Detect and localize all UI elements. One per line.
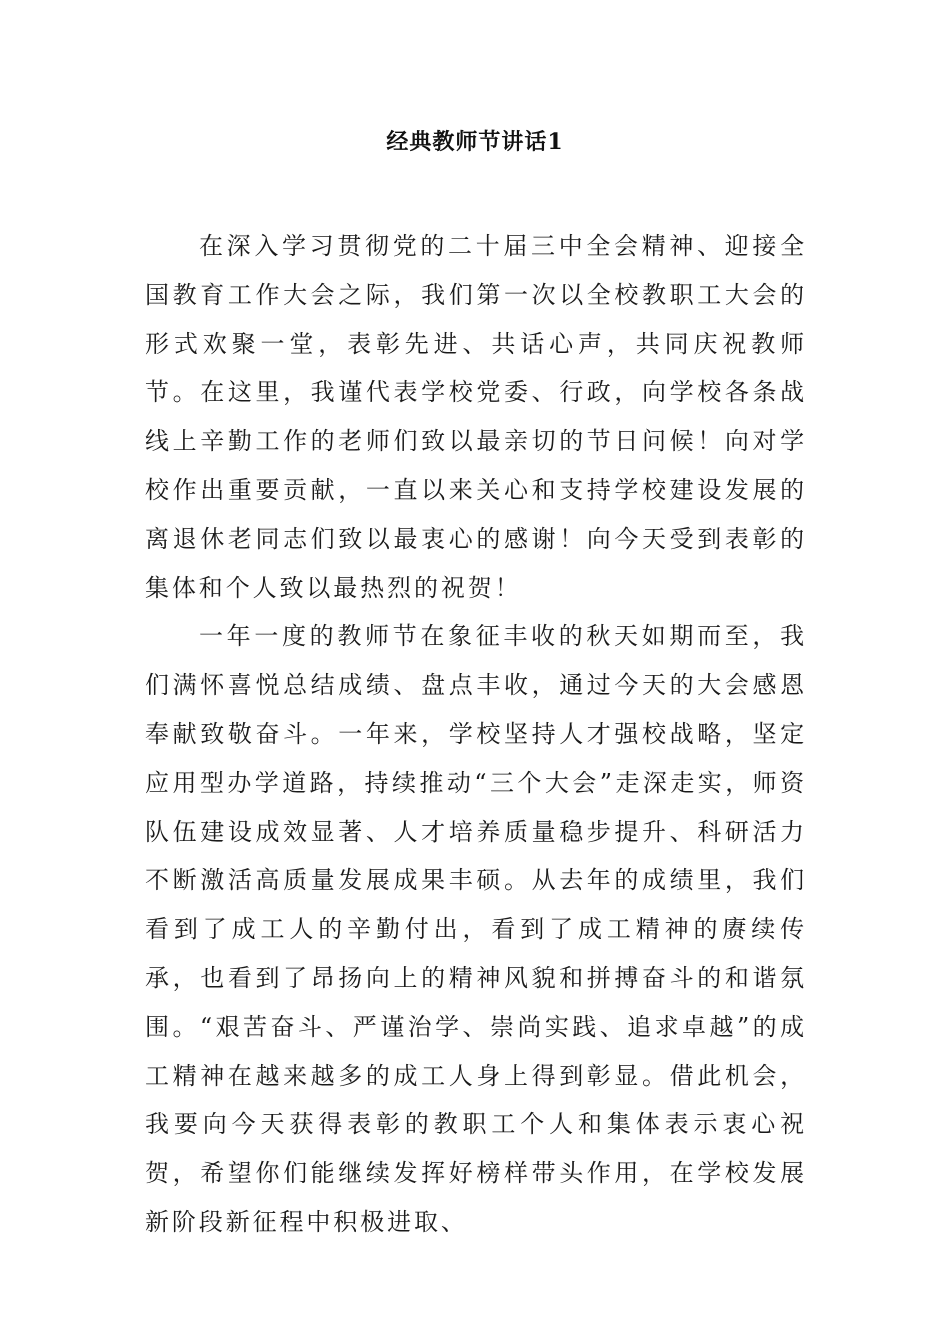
paragraph-1: 在深入学习贯彻党的二十届三中全会精神、迎接全国教育工作大会之际，我们第一次以全校教职工大会的形式欢聚一堂，表彰先进、共话心声，共同庆祝教师节。在这里，我谨代表学校党委、行政，向学校各条战线上辛勤工作的老师们致以最亲切的节日问候！向对学校作出重要贡献，一直以来关心和支持学校建设发展的离退休老同志们致以最衷心的感谢！向今天受到表彰的集体和个人致以最热烈的祝贺！ — [145, 232, 807, 602]
document-body — [145, 222, 807, 1247]
document-title: 经典教师节讲话1 — [386, 129, 564, 155]
paragraph-2: 一年一度的教师节在象征丰收的秋天如期而至，我们满怀喜悦总结成绩、盘点丰收，通过今天的大会感恩奉献致敬奋斗。一年来，学校坚持人才强校战略，坚定应用型办学道路，持续推动“三个大会”走深走实，师资队伍建设成效显著、人才培养质量稳步提升、科研活力不断激活高质量发展成果丰硕。从去年的成绩里，我们看到了成工人的辛勤付出，看到了成工精神的赓续传承，也看到了昂扬向上的精神风貌和拼搏奋斗的和谐氛围。“艰苦奋斗、严谨治学、崇尚实践、追求卓越”的成工精神在越来越多的成工人身上得到彰显。借此机会，我要向今天获得表彰的教职工个人和集体表示衷心祝贺，希望你们能继续发挥好榜样带头作用，在学校发展新阶段新征程中积极进取、 — [145, 622, 807, 1236]
